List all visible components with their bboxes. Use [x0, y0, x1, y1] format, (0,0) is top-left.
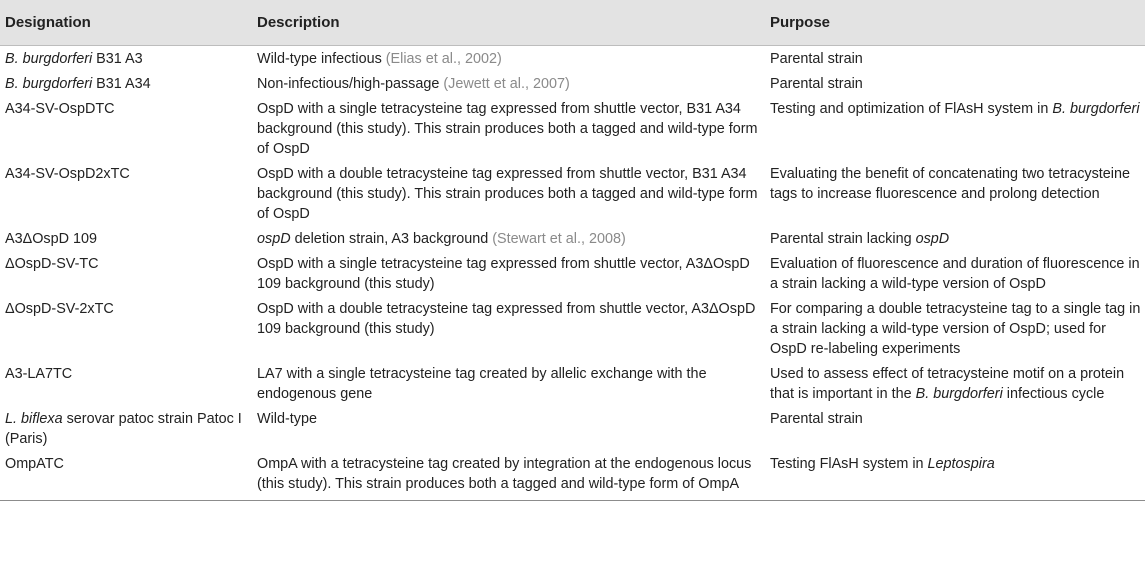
purpose-italic: B. burgdorferi	[1052, 101, 1140, 117]
cell-description	[252, 406, 765, 451]
cell-designation	[0, 361, 252, 406]
description-text: LA7 with a single tetracysteine tag created by allelic exchange with the endogenous gene	[257, 366, 707, 402]
description-text: OmpA with a tetracysteine tag created by integration at the endogenous locus (this study). This strain produces both a tagged and wild-type form of OmpA	[257, 456, 752, 492]
table-body	[0, 46, 1145, 501]
designation-text: serovar patoc strain Patoc I (Paris)	[5, 411, 242, 447]
purpose-text: Parental strain	[770, 76, 863, 92]
purpose-text: Parental strain	[770, 51, 863, 67]
cell-purpose	[765, 406, 1145, 451]
cell-description	[252, 226, 765, 251]
table-row	[0, 406, 1145, 451]
table-row	[0, 251, 1145, 296]
designation-text: A3-LA7TC	[5, 366, 73, 382]
cell-purpose	[765, 161, 1145, 226]
citation-link[interactable]: (Stewart et al., 2008)	[492, 231, 626, 247]
header-designation: Designation	[0, 0, 252, 46]
description-text: Wild-type infectious	[257, 51, 386, 67]
table-row	[0, 161, 1145, 226]
cell-description	[252, 71, 765, 96]
cell-description	[252, 361, 765, 406]
designation-text: B31 A34	[92, 76, 151, 92]
table-row	[0, 46, 1145, 72]
table-row	[0, 296, 1145, 361]
purpose-text: For comparing a double tetracysteine tag to a single tag in a strain lacking a wild-type version of OspD; used for OspD re-labeling experiments	[770, 301, 1141, 357]
designation-text: A34-SV-OspD2xTC	[5, 166, 130, 182]
cell-designation	[0, 251, 252, 296]
designation-text: ΔOspD-SV-2xTC	[5, 301, 114, 317]
header-purpose: Purpose	[765, 0, 1145, 46]
table-header	[0, 0, 1145, 46]
description-text: OspD with a single tetracysteine tag expressed from shuttle vector, A3ΔOspD 109 background (this study)	[257, 256, 750, 292]
designation-text: OmpATC	[5, 456, 64, 472]
designation-text: ΔOspD-SV-TC	[5, 256, 99, 272]
cell-purpose	[765, 46, 1145, 72]
cell-designation	[0, 96, 252, 161]
designation-italic: B. burgdorferi	[5, 51, 93, 67]
citation-link[interactable]: (Elias et al., 2002)	[385, 51, 502, 67]
description-text: OspD with a double tetracysteine tag expressed from shuttle vector, B31 A34 background (this study). This strain produces both a tagged and wild-type form of OspD	[257, 166, 758, 222]
cell-designation	[0, 296, 252, 361]
description-text: OspD with a double tetracysteine tag expressed from shuttle vector, A3ΔOspD 109 background (this study)	[257, 301, 756, 337]
purpose-text: Evaluation of fluorescence and duration of fluorescence in a strain lacking a wild-type version of OspD	[770, 256, 1140, 292]
purpose-text-end: infectious cycle	[1002, 386, 1105, 402]
description-text: OspD with a single tetracysteine tag expressed from shuttle vector, B31 A34 background (this study). This strain produces both a tagged and wild-type form of OspD	[257, 101, 758, 157]
cell-description	[252, 296, 765, 361]
table-row	[0, 361, 1145, 406]
designation-italic: B. burgdorferi	[5, 76, 93, 92]
cell-designation	[0, 71, 252, 96]
citation-link[interactable]: (Jewett et al., 2007)	[443, 76, 570, 92]
purpose-italic: B. burgdorferi	[915, 386, 1003, 402]
cell-purpose	[765, 451, 1145, 501]
table-row	[0, 71, 1145, 96]
cell-purpose	[765, 226, 1145, 251]
purpose-text: Evaluating the benefit of concatenating two tetracysteine tags to increase fluorescence and prolong detection	[770, 166, 1130, 202]
description-text: deletion strain, A3 background	[290, 231, 493, 247]
cell-description	[252, 96, 765, 161]
designation-italic: L. biflexa	[5, 411, 63, 427]
cell-purpose	[765, 96, 1145, 161]
cell-designation	[0, 226, 252, 251]
description-italic: ospD	[257, 231, 291, 247]
cell-designation	[0, 406, 252, 451]
cell-description	[252, 251, 765, 296]
cell-purpose	[765, 71, 1145, 96]
cell-purpose	[765, 361, 1145, 406]
purpose-text: Parental strain	[770, 411, 863, 427]
purpose-text: Testing FlAsH system in	[770, 456, 928, 472]
cell-description	[252, 161, 765, 226]
cell-designation	[0, 451, 252, 501]
table-row	[0, 451, 1145, 501]
purpose-italic: ospD	[915, 231, 950, 247]
purpose-italic: Leptospira	[927, 456, 995, 472]
cell-designation	[0, 46, 252, 72]
purpose-text: Parental strain lacking	[770, 231, 916, 247]
purpose-text: Testing and optimization of FlAsH system in	[770, 101, 1053, 117]
designation-text: B31 A3	[92, 51, 143, 67]
cell-designation	[0, 161, 252, 226]
cell-purpose	[765, 296, 1145, 361]
cell-purpose	[765, 251, 1145, 296]
description-text: Non-infectious/high-passage	[257, 76, 444, 92]
description-text: Wild-type	[257, 411, 317, 427]
table-row	[0, 226, 1145, 251]
cell-description	[252, 46, 765, 72]
designation-text: A3ΔOspD 109	[5, 231, 98, 247]
table-row	[0, 96, 1145, 161]
cell-description	[252, 451, 765, 501]
designation-text: A34-SV-OspDTC	[5, 101, 115, 117]
header-row	[0, 0, 1145, 46]
purpose-text: Used to assess effect of tetracysteine motif on a protein that is important in the	[770, 366, 1125, 402]
header-description: Description	[252, 0, 765, 46]
